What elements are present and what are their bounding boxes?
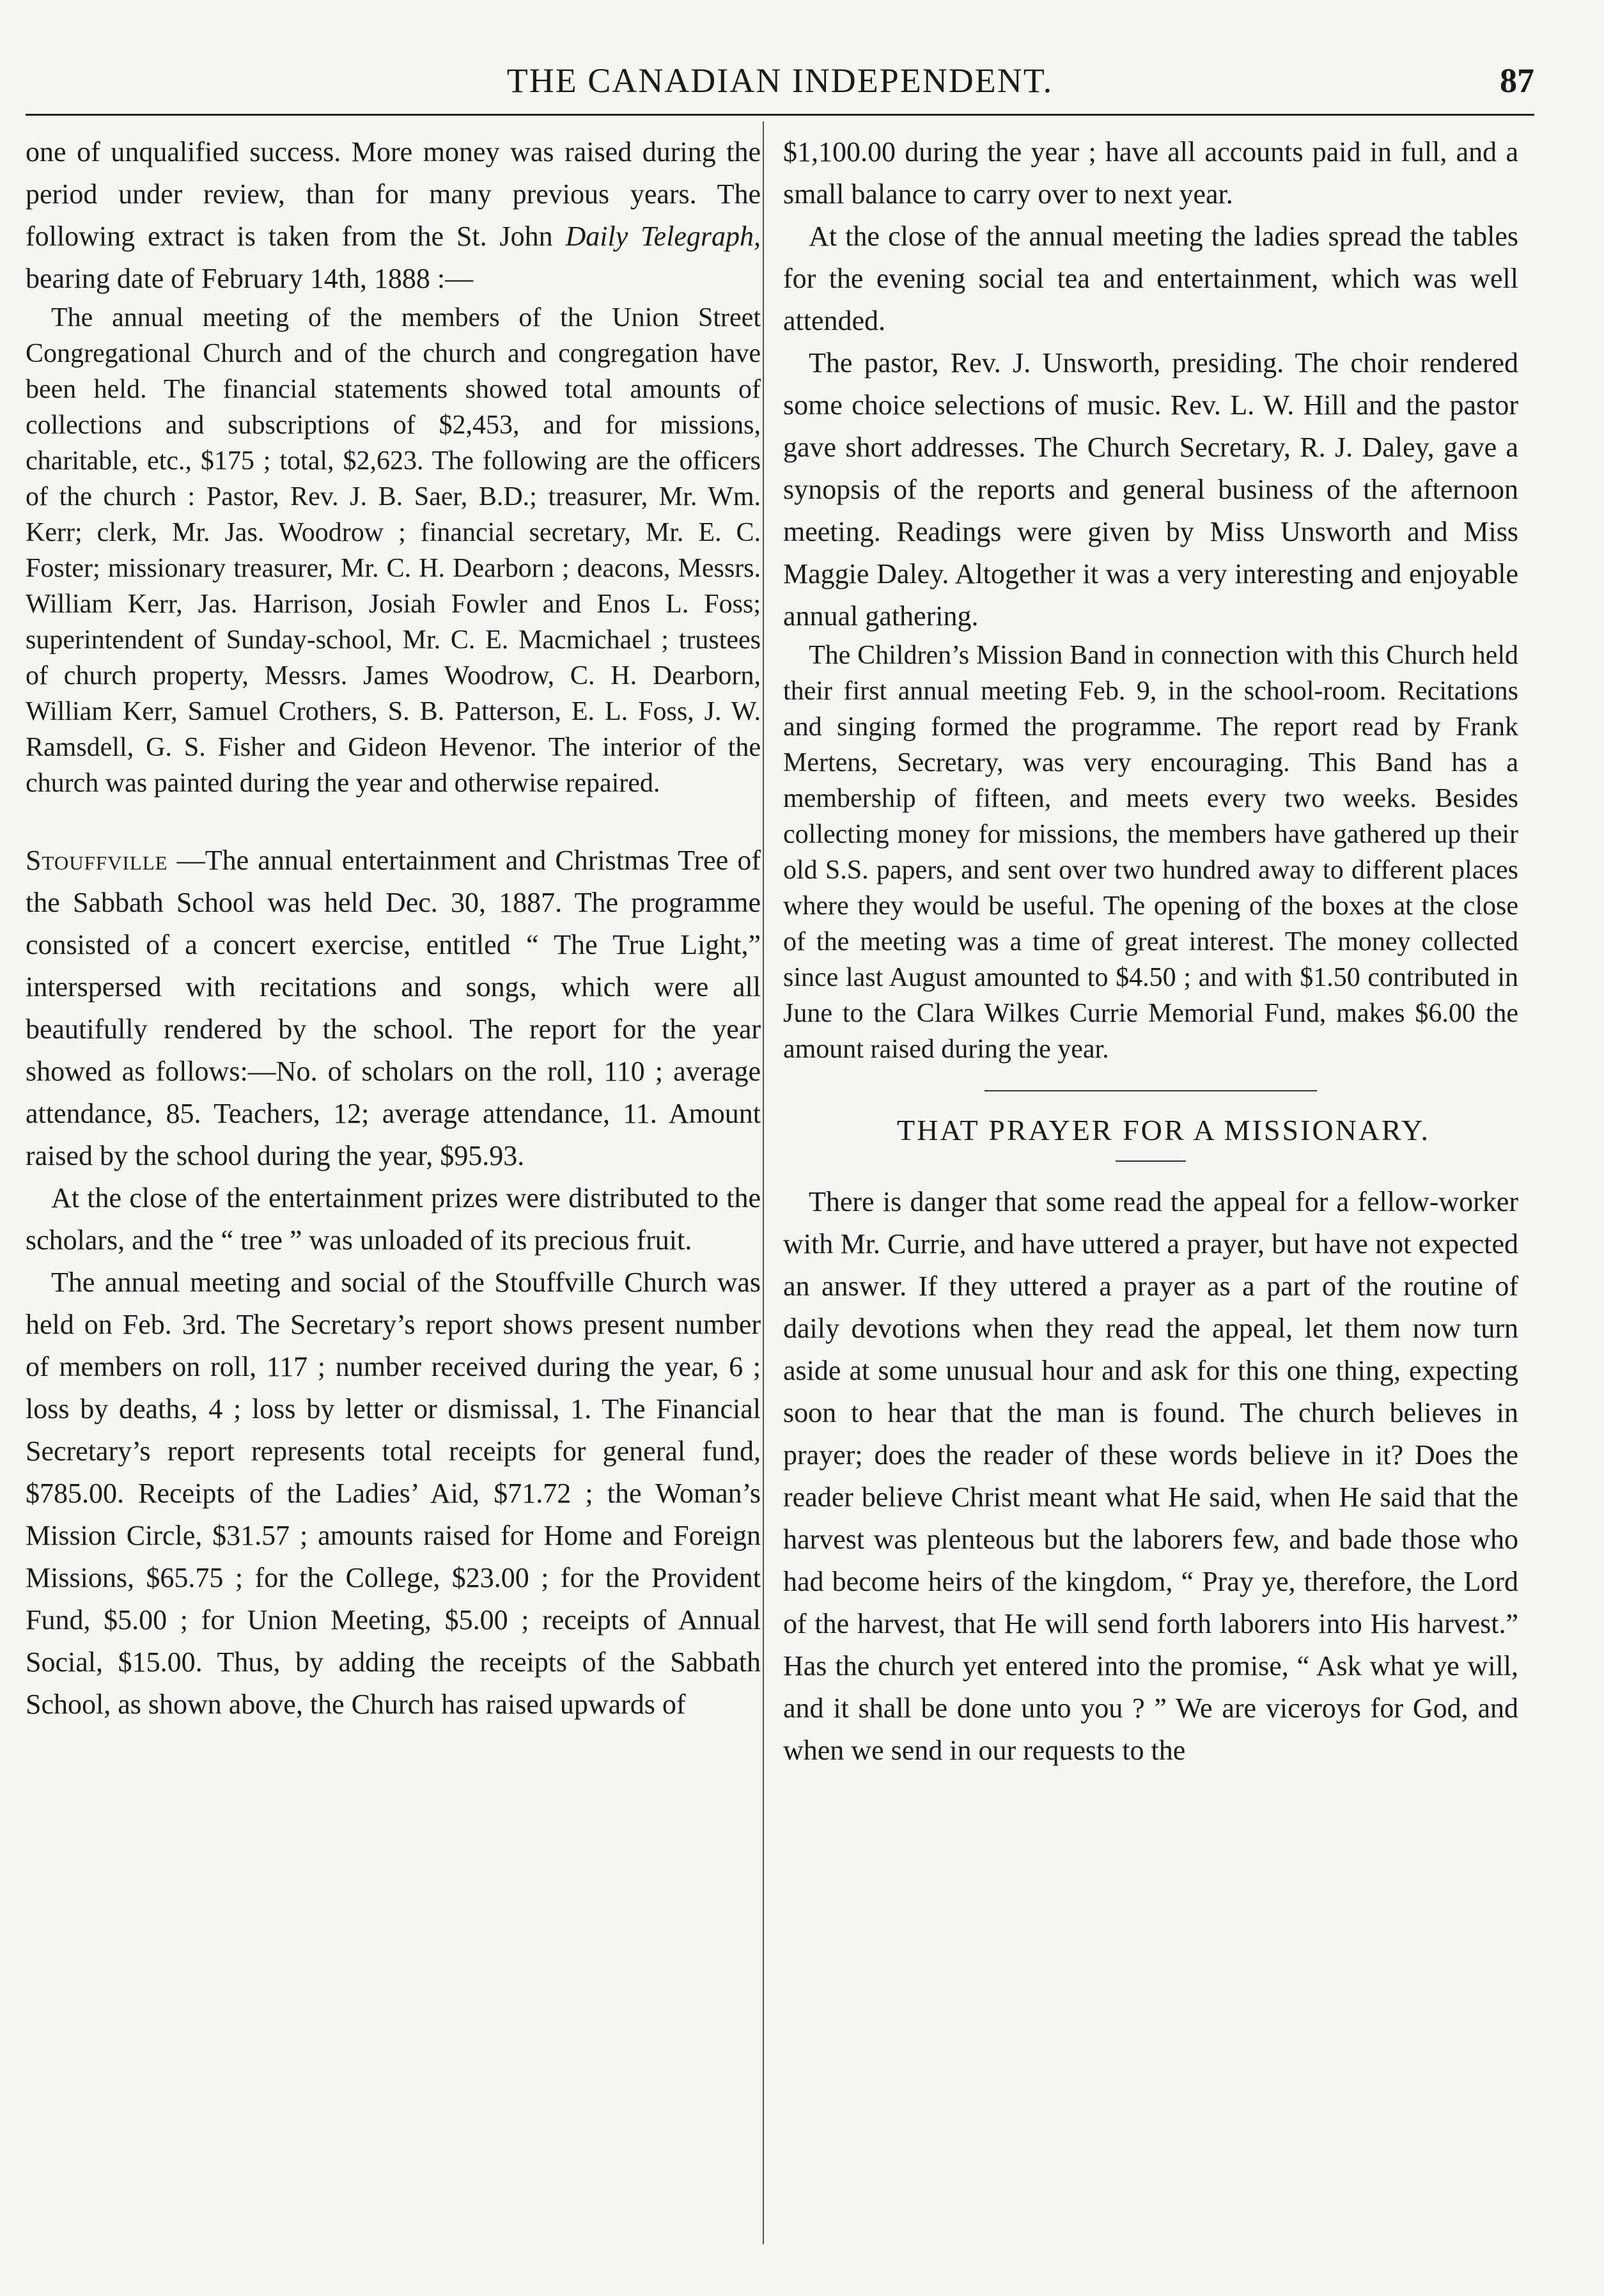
- left-column: [26, 131, 761, 1726]
- stouffville-paragraph: [26, 840, 761, 1177]
- stouffville-heading: Stouffville: [26, 845, 168, 876]
- left-paragraph-5: The annual meeting and social of the Stouffville Church was held on Feb. 3rd. The Secretary’s report shows present number of members on roll, 117 ; number received during the year, 6 ; loss by deaths, 4 ; loss by letter or dismissal, 1. The Financial Secretary’s report represents total receipts for general fund, $785.00. Receipts of the Ladies’ Aid, $71.72 ; the Woman’s Mission Circle, $31.57 ; amounts raised for Home and Foreign Missions, $65.75 ; for the College, $23.00 ; for the Provident Fund, $5.00 ; for Union Meeting, $5.00 ; receipts of Annual Social, $15.00. Thus, by adding the receipts of the Sabbath School, as shown above, the Church has raised upwards of: [26, 1267, 761, 1720]
- right-paragraph-2: At the close of the annual meeting the ladies spread the tables for the evening social tea and entertainment, which was well attended.: [783, 221, 1518, 336]
- section-separator: [985, 1090, 1317, 1091]
- newspaper-name: Daily Telegraph,: [565, 221, 761, 252]
- stouffville-text: —The annual entertainment and Christmas Tree of the Sabbath School was held Dec. 30, 1887. The programme consisted of a concert exercise, entitled “ The True Light,” interspersed with recitations and songs, which were all beautifully rendered by the school. The report for the year showed as follows:—No. of scholars on the roll, 110 ; average attendance, 85. Teachers, 12; average attendance, 11. Amount raised by the school during the year, $95.93.: [26, 845, 761, 1171]
- left-p1-text-a: one of unqualified success. More money was raised during the period under review, than for many previous years. The following extract is taken from the St. John: [26, 136, 761, 252]
- telegraph-extract: The annual meeting of the members of the Union Street Congregational Church and of the church and congregation have been held. The financial statements showed total amounts of collections and subscriptions of $2,453, and for missions, charitable, etc., $175 ; total, $2,623. The following are the officers of the church : Pastor, Rev. J. B. Saer, B.D.; treasurer, Mr. Wm. Kerr; clerk, Mr. Jas. Woodrow ; financial secretary, Mr. E. C. Foster; missionary treasurer, Mr. C. H. Dearborn ; deacons, Messrs. William Kerr, Jas. Harrison, Josiah Fowler and Enos L. Foss; superintendent of Sunday-school, Mr. C. E. Macmichael ; trustees of church property, Messrs. James Woodrow, C. H. Dearborn, William Kerr, Samuel Crothers, S. B. Patterson, E. L. Foss, J. W. Ramsdell, G. S. Fisher and Gideon Hevenor. The interior of the church was painted during the year and otherwise repaired.: [26, 303, 761, 798]
- journal-title: THE CANADIAN INDEPENDENT.: [506, 61, 1054, 100]
- page-header: [26, 61, 1534, 105]
- page-number: 87: [1500, 61, 1534, 100]
- right-paragraph-1: $1,100.00 during the year ; have all accounts paid in full, and a small balance to carry over to next year.: [783, 136, 1518, 210]
- left-p1-text-b: bearing date of February 14th, 1888 :—: [26, 263, 474, 294]
- column-divider: [763, 121, 764, 2244]
- section-title: THAT PRAYER FOR A MISSIONARY.: [897, 1114, 1430, 1146]
- left-paragraph-1: [26, 131, 761, 300]
- header-rule: [26, 114, 1534, 116]
- mission-band-paragraph: The Children’s Mission Band in connection with this Church held their first annual meeting Feb. 9, in the school-room. Recitations and singing formed the programme. The report read by Frank Mertens, Secretary, was very encouraging. This Band has a membership of fifteen, and meets every two weeks. Besides collecting money for missions, the members have gathered up their old S.S. papers, and sent over two hundred away to different places where they would be useful. The opening of the boxes at the close of the meeting was a time of great interest. The money collected since last August amounted to $4.50 ; and with $1.50 contributed in June to the Clara Wilkes Currie Memorial Fund, makes $6.00 the amount raised during the year.: [783, 641, 1518, 1064]
- left-paragraph-4: At the close of the entertainment prizes were distributed to the scholars, and the “ tree ” was unloaded of its precious fruit.: [26, 1182, 761, 1256]
- spacer: [26, 801, 761, 840]
- right-column: [783, 131, 1518, 1772]
- right-paragraph-3: The pastor, Rev. J. Unsworth, presiding. The choir rendered some choice selections of music. Rev. L. W. Hill and the pastor gave short addresses. The Church Secretary, R. J. Daley, gave a synopsis of the reports and general business of the afternoon meeting. Readings were given by Miss Unsworth and Miss Maggie Daley. Altogether it was a very interesting and enjoyable annual gathering.: [783, 347, 1518, 632]
- prayer-paragraph: There is danger that some read the appeal for a fellow-worker with Mr. Currie, and have uttered a prayer, but have not expected an answer. If they uttered a prayer as a part of the routine of daily devotions when they read the appeal, let them now turn aside at some unusual hour and ask for this one thing, expecting soon to hear that the man is found. The church believes in prayer; does the reader of these words believe in it? Does the reader believe Christ meant what He said, when He said that the harvest was plenteous but the laborers few, and bade those who had become heirs of the kingdom, “ Pray ye, therefore, the Lord of the harvest, that He will send forth laborers into His harvest.” Has the church yet entered into the promise, “ Ask what ye will, and it shall be done unto you ? ” We are viceroys for God, and when we send in our requests to the: [783, 1186, 1518, 1766]
- title-underline: [1116, 1160, 1186, 1162]
